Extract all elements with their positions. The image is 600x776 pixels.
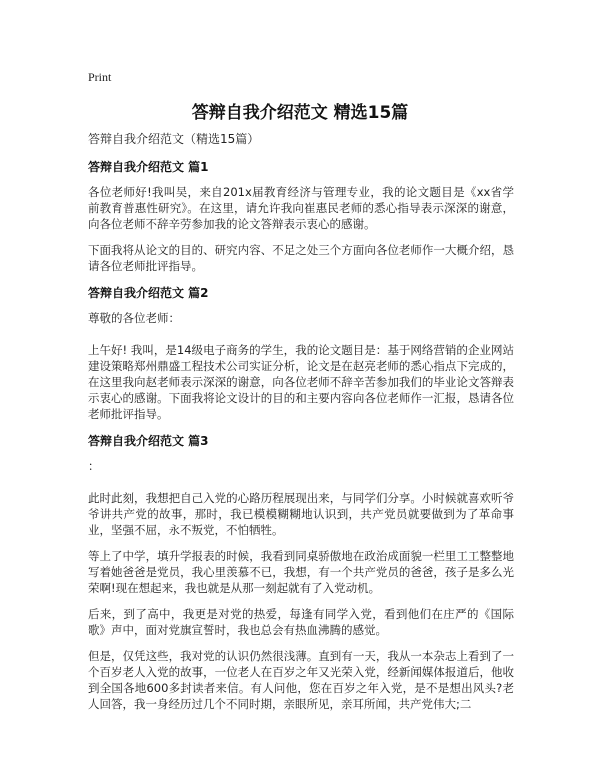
- document-body: [88, 130, 514, 722]
- section-3-paragraph-2: 等上了中学，填升学报表的时候，我看到同桌骄傲地在政治成面貌一栏里工工整整地写着她爸爸是党员，我心里羡慕不已，我想，有一个共产党员的爸爸，孩子是多么光荣啊!现在想起来，我也就是从那一刻起就有了入党动机。: [88, 549, 514, 595]
- section-heading-2: 答辩自我介绍范文 篇2: [88, 286, 209, 300]
- section-heading-1: 答辩自我介绍范文 篇1: [88, 160, 209, 174]
- section-1-paragraph-2: 下面我将从论文的目的、研究内容、不足之处三个方面向各位老师作一大概介绍，恳请各位老师批评指导。: [88, 243, 514, 273]
- section-heading-3: 答辩自我介绍范文 篇3: [88, 434, 209, 448]
- print-link[interactable]: Print: [88, 70, 112, 84]
- section-1-paragraph-1: 各位老师好!我叫吴，来自201x届教育经济与管理专业，我的论文题目是《xx省学前教育普惠性研究》。在这里，请允许我向崔惠民老师的悉心指导表示深深的谢意，向各位老师不辞辛劳参加我的论文答辩表示衷心的感谢。: [88, 185, 514, 231]
- section-3-paragraph-3: 后来，到了高中，我更是对党的热爱，每逢有同学入党，看到他们在庄严的《国际歌》声中，面对党旗宣誓时，我也总会有热血沸腾的感觉。: [88, 607, 514, 637]
- section-3-salutation: ：: [88, 459, 100, 473]
- section-2-paragraph-1: 上午好! 我叫，是14级电子商务的学生，我的论文题目是：基于网络营销的企业网站建设策略郑州鼎盛工程技术公司实证分析，论文是在赵亮老师的悉心指点下完成的，在这里我向赵老师表示深深的谢意，向各位老师不辞辛苦参加我们的毕业论文答辩表示衷心的感谢。下面我将论文设计的目的和主要内容向各位老师作一汇报，恳请各位老师批评指导。: [88, 343, 514, 421]
- section-2-salutation: 尊敬的各位老师：: [88, 311, 180, 325]
- document-subtitle: 答辩自我介绍范文（精选15篇）: [88, 132, 260, 146]
- document-title: 答辩自我介绍范文 精选15篇: [191, 103, 409, 123]
- section-3-paragraph-1: 此时此刻，我想把自己入党的心路历程展现出来，与同学们分享。小时候就喜欢听爷爷讲共产党的故事，那时，我已模模糊糊地认识到，共产党员就要做到为了革命事业，坚强不屈，永不叛党，不怕牺牲。: [88, 491, 514, 537]
- section-3-paragraph-4: 但是，仅凭这些，我对党的认识仍然很浅薄。直到有一天，我从一本杂志上看到了一个百岁老人入党的故事，一位老人在百岁之年又光荣入党，经新闻媒体报道后，他收到全国各地600多封读者来信。有人问他，您在百岁之年入党，是不是想出风头?老人回答，我一身经历过几个不同时期，亲眼所见，亲耳所闻，共产党伟大;二: [88, 649, 514, 711]
